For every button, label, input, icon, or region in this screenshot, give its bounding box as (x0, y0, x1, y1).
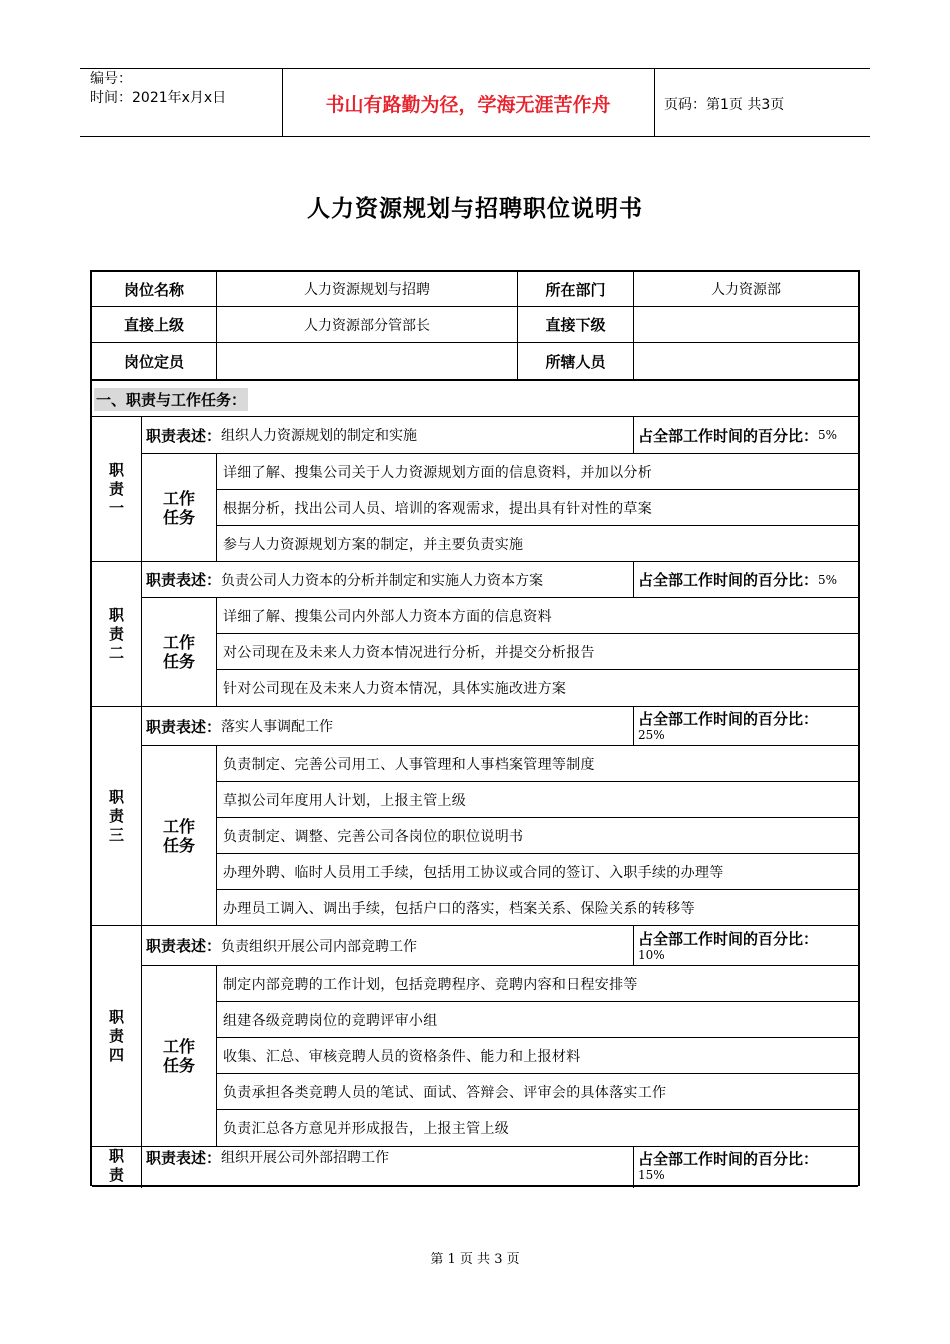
duty-4-task: 制定内部竞聘的工作计划，包括竞聘程序、竞聘内容和日程安排等 (223, 976, 638, 993)
duty-name-char: 责 (108, 806, 124, 825)
desc-text: 负责组织开展公司内部竞聘工作 (221, 938, 418, 955)
duty-name-char: 职 (108, 787, 124, 806)
pct-label: 占全部工作时间的百分比： (638, 929, 819, 948)
duty-3-task: 负责制定、完善公司用工、人事管理和人事档案管理等制度 (223, 756, 595, 773)
duty-5-name (92, 1147, 141, 1185)
duty-4-task: 收集、汇总、审核竞聘人员的资格条件、能力和上报材料 (223, 1048, 581, 1065)
duty-5-percent (634, 1147, 858, 1185)
duty-name-char: 一 (108, 498, 124, 517)
pct-label: 占全部工作时间的百分比： (638, 710, 819, 728)
serial-label: 编号： (90, 71, 132, 87)
duty-name-char: 责 (108, 1166, 124, 1184)
duty-1-percent (634, 417, 858, 453)
duty-1-name (92, 417, 141, 561)
duty-2-task: 详细了解、搜集公司内外部人力资本方面的信息资料 (223, 608, 552, 625)
desc-text: 组织开展公司外部招聘工作 (221, 1150, 390, 1166)
header-motto: 书山有路勤为径，学海无涯苦作舟 (325, 94, 611, 116)
work-label-line: 工作 (162, 488, 195, 508)
duty-1-task: 根据分析，找出公司人员、培训的客观需求，提出具有针对性的草案 (223, 500, 652, 517)
duty-3-task: 草拟公司年度用人计划，上报主管上级 (223, 792, 467, 809)
duty-name-char: 三 (108, 825, 124, 844)
desc-label: 职责表述： (146, 426, 222, 445)
position-name-value: 人力资源规划与招聘 (304, 282, 430, 298)
duty-name-char: 职 (108, 605, 124, 624)
header-page-info: 页码：第1页 共3页 (664, 97, 785, 113)
duty-3-task: 负责制定、调整、完善公司各岗位的职位说明书 (223, 828, 524, 845)
duty-1-task: 参与人力资源规划方案的制定，并主要负责实施 (223, 536, 524, 553)
duty-2-name (92, 562, 141, 706)
rule (92, 379, 858, 381)
desc-text: 组织人力资源规划的制定和实施 (221, 428, 418, 444)
duty-4-task: 组建各级竞聘岗位的竞聘评审小组 (223, 1012, 438, 1029)
pct-value: 15% (638, 1168, 665, 1182)
pct-value: 5% (818, 572, 838, 587)
desc-label: 职责表述： (146, 717, 222, 736)
work-label-line: 任务 (162, 652, 195, 671)
pct-value: 25% (638, 728, 665, 742)
duty-2-task: 针对公司现在及未来人力资本情况，具体实施改进方案 (223, 681, 567, 697)
duty-3-percent (634, 707, 858, 745)
duty-4-name (92, 926, 141, 1146)
duty-1-task: 详细了解、搜集公司关于人力资源规划方面的信息资料，并加以分析 (223, 464, 652, 481)
date-text: 时间：2021年x月x日 (90, 90, 227, 106)
duty-name-char: 责 (108, 1026, 124, 1045)
duty-4-work-label (142, 966, 216, 1146)
duty-3-work-label (142, 746, 216, 925)
desc-text: 负责公司人力资本的分析并制定和实施人力资本方案 (221, 572, 544, 589)
pct-value: 10% (638, 947, 665, 962)
department-value: 人力资源部 (711, 282, 781, 298)
superior-value: 人力资源部分管部长 (304, 317, 430, 334)
header-bottom-rule (80, 136, 870, 137)
pct-label: 占全部工作时间的百分比： (638, 571, 819, 589)
department-label: 所在部门 (545, 280, 606, 299)
work-label-line: 工作 (162, 633, 195, 652)
desc-label: 职责表述： (146, 1148, 222, 1167)
duty-1-work-label (142, 454, 216, 561)
duty-3-name (92, 707, 141, 925)
duty-name-char: 四 (108, 1045, 124, 1064)
duty-4-task: 负责汇总各方意见并形成报告，上报主管上级 (223, 1121, 509, 1137)
document-title: 人力资源规划与招聘职位说明书 (307, 196, 643, 222)
duty-3-task: 办理员工调入、调出手续，包括户口的落实，档案关系、保险关系的转移等 (223, 900, 695, 917)
work-label-line: 任务 (162, 835, 195, 855)
duty-2-work-label (142, 598, 216, 706)
duty-2-task: 对公司现在及未来人力资本情况进行分析，并提交分析报告 (223, 644, 595, 661)
duty-3-description (142, 707, 633, 745)
desc-text: 落实人事调配工作 (221, 719, 334, 735)
duty-name-char: 责 (108, 624, 124, 643)
subordinate-value (634, 307, 858, 342)
duty-4-description (142, 926, 633, 965)
header-top-rule (80, 68, 870, 69)
duty-name-char: 职 (108, 460, 124, 479)
staff-label: 所辖人员 (545, 352, 606, 371)
subordinate-label: 直接下级 (545, 316, 606, 334)
duty-4-percent (634, 926, 858, 965)
headcount-value (217, 343, 517, 379)
work-label-line: 工作 (162, 1037, 195, 1056)
work-label-line: 任务 (162, 1056, 195, 1075)
section-title-text: 一、职责与工作任务： (94, 388, 248, 411)
header-divider-2 (654, 68, 655, 136)
duty-4-task: 负责承担各类竞聘人员的笔试、面试、答辩会、评审会的具体落实工作 (223, 1084, 667, 1101)
duty-5-description (142, 1147, 633, 1167)
desc-label: 职责表述： (146, 937, 222, 955)
staff-value (634, 343, 858, 379)
pct-label: 占全部工作时间的百分比： (638, 1150, 819, 1168)
position-name-label: 岗位名称 (123, 280, 184, 299)
duty-2-percent (634, 562, 858, 597)
pct-label: 占全部工作时间的百分比： (638, 426, 819, 445)
page-footer: 第 1 页 共 3 页 (430, 1252, 520, 1267)
headcount-label: 岗位定员 (123, 352, 184, 371)
duty-name-char: 责 (108, 479, 124, 498)
duty-name-char: 二 (108, 643, 124, 662)
work-label-line: 任务 (162, 507, 195, 527)
job-description-form (90, 270, 860, 1186)
superior-label: 直接上级 (123, 316, 184, 334)
rule (92, 1185, 858, 1187)
desc-label: 职责表述： (146, 571, 222, 589)
header-meta (90, 70, 226, 108)
duty-3-task: 办理外聘、临时人员用工手续，包括用工协议或合同的签订、入职手续的办理等 (223, 864, 724, 881)
duty-name-char: 职 (108, 1007, 124, 1026)
duty-name-char: 职 (108, 1147, 124, 1165)
duty-1-description (142, 417, 633, 453)
work-label-line: 工作 (162, 816, 195, 836)
section-title (94, 382, 854, 416)
duty-2-description (142, 562, 633, 597)
pct-value: 5% (818, 428, 838, 442)
